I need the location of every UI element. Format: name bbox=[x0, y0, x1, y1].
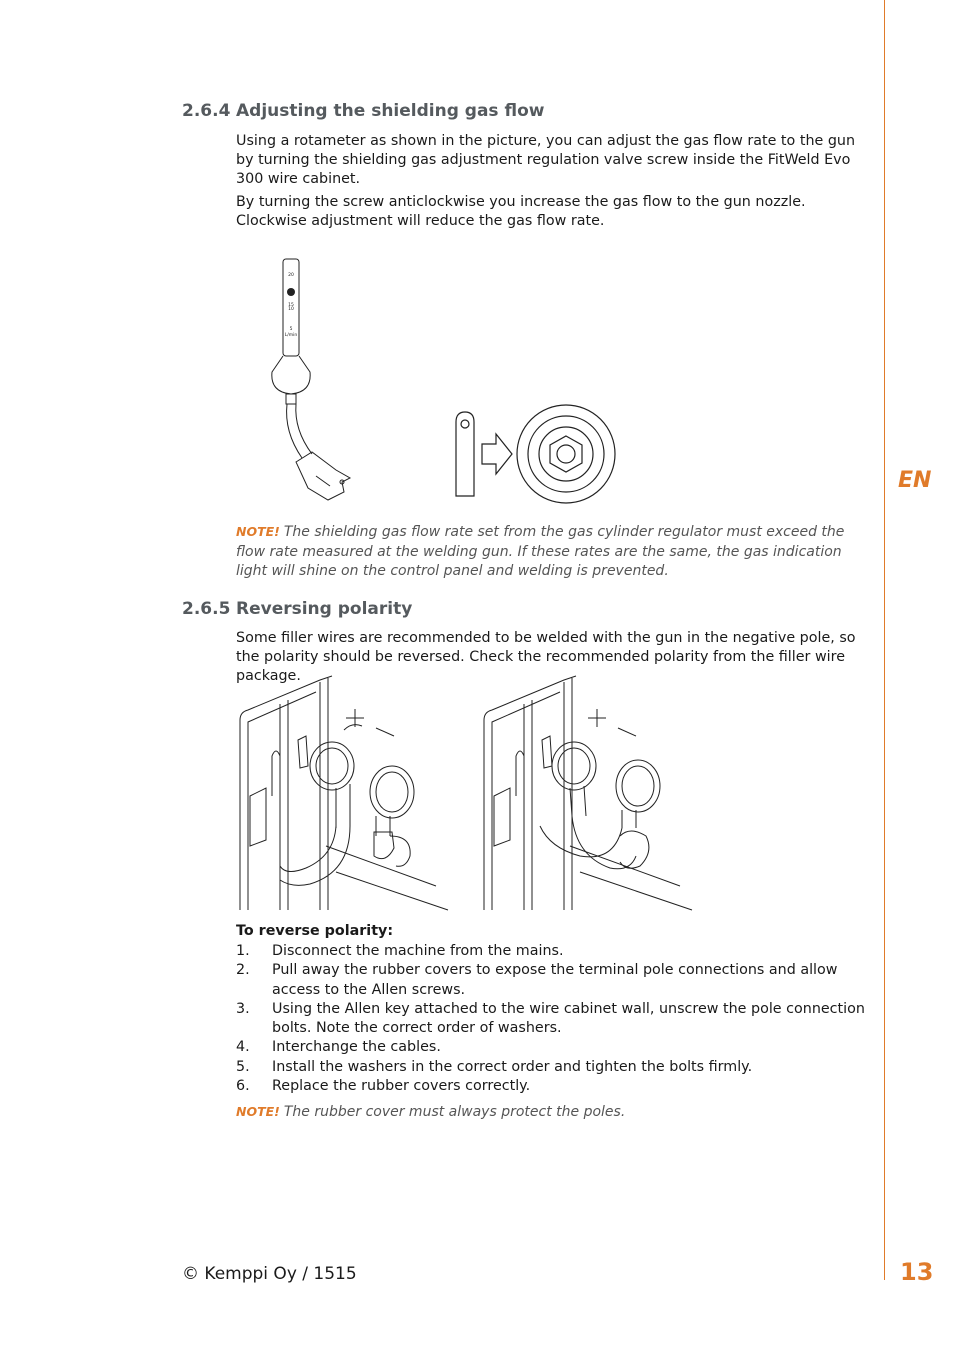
section-265-para: Some filler wires are recommended to be welded with the gun in the negative pole, so the polarity should be reversed. Check the recommended polarity from the filler wire package. bbox=[236, 630, 856, 684]
margin-rule bbox=[884, 0, 885, 1280]
section-265-title: Reversing polarity bbox=[236, 599, 413, 619]
section-264-para2: By turning the screw anticlockwise you increase the gas flow to the gun nozzle. Clockwise adjustment will reduce the gas flow rate. bbox=[236, 194, 806, 229]
polarity-figure-original bbox=[236, 676, 451, 912]
section-265-number: 2.6.5 bbox=[182, 599, 231, 619]
rotameter-tick-label: 10 bbox=[288, 307, 294, 312]
note-text: The rubber cover must always protect the poles. bbox=[283, 1104, 626, 1120]
section-264-note bbox=[236, 522, 856, 582]
positive-pole-cover bbox=[310, 742, 354, 790]
polarity-figure-reversed bbox=[480, 676, 700, 912]
negative-pole-cover bbox=[616, 760, 660, 812]
step-text: Using the Allen key attached to the wire cabinet wall, unscrew the pole connection bolts. Note the correct order of washers. bbox=[272, 1000, 865, 1037]
step-text: Install the washers in the correct order and tighten the bolts firmly. bbox=[272, 1058, 753, 1075]
footer-copyright: © Kemppi Oy / 1515 bbox=[182, 1264, 357, 1284]
negative-pole-cover bbox=[370, 766, 414, 818]
step-number: 1. bbox=[236, 943, 250, 959]
step-text: Interchange the cables. bbox=[272, 1039, 441, 1056]
section-265-heading bbox=[182, 599, 412, 619]
steps-list bbox=[236, 942, 866, 1096]
list-item bbox=[236, 1058, 866, 1077]
steps-title: To reverse polarity: bbox=[236, 923, 394, 939]
step-number: 2. bbox=[236, 962, 250, 979]
rotameter-tick-label: 20 bbox=[288, 273, 294, 278]
list-item bbox=[236, 1077, 866, 1096]
valve-screw-figure bbox=[450, 400, 620, 500]
rotameter-tick-label: 5 bbox=[289, 327, 293, 332]
positive-pole-cover bbox=[552, 742, 596, 790]
section-264-heading bbox=[182, 101, 544, 121]
list-item bbox=[236, 942, 866, 961]
rotameter-tick-label: L/min bbox=[284, 333, 298, 338]
step-number: 5. bbox=[236, 1058, 250, 1075]
arrow-right-icon bbox=[482, 434, 512, 474]
step-number: 6. bbox=[236, 1078, 250, 1095]
note-text: The shielding gas flow rate set from the gas cylinder regulator must exceed the flow rate measured at the welding gun. If these rates are the same, the gas indication light will shine on the control panel and welding is prevented. bbox=[236, 524, 845, 579]
valve-screw-icon bbox=[517, 405, 615, 503]
step-text: Disconnect the machine from the mains. bbox=[272, 943, 564, 959]
section-264-number: 2.6.4 bbox=[182, 101, 231, 121]
section-265-note bbox=[236, 1102, 856, 1123]
note-label: NOTE! bbox=[236, 1104, 280, 1119]
list-item bbox=[236, 961, 866, 1000]
step-number: 3. bbox=[236, 1000, 250, 1017]
allen-key-icon bbox=[456, 412, 474, 496]
rotameter-figure bbox=[268, 256, 368, 504]
rotameter-tick-label: 15 bbox=[288, 303, 294, 308]
section-264-title: Adjusting the shielding gas flow bbox=[236, 101, 545, 121]
language-tab: EN bbox=[898, 468, 932, 493]
rotameter-float bbox=[287, 288, 295, 296]
list-item bbox=[236, 1000, 866, 1039]
step-text: Pull away the rubber covers to expose the terminal pole connections and allow access to the Allen screws. bbox=[272, 962, 838, 998]
note-label: NOTE! bbox=[236, 524, 280, 539]
list-item bbox=[236, 1038, 866, 1057]
page-number: 13 bbox=[900, 1258, 934, 1286]
step-number: 4. bbox=[236, 1039, 250, 1056]
section-264-para1: Using a rotameter as shown in the picture, you can adjust the gas flow rate to the gun by turning the shielding gas adjustment regulation valve screw inside the FitWeld Evo 300 wire cabinet. bbox=[236, 133, 856, 187]
step-text: Replace the rubber covers correctly. bbox=[272, 1078, 531, 1095]
